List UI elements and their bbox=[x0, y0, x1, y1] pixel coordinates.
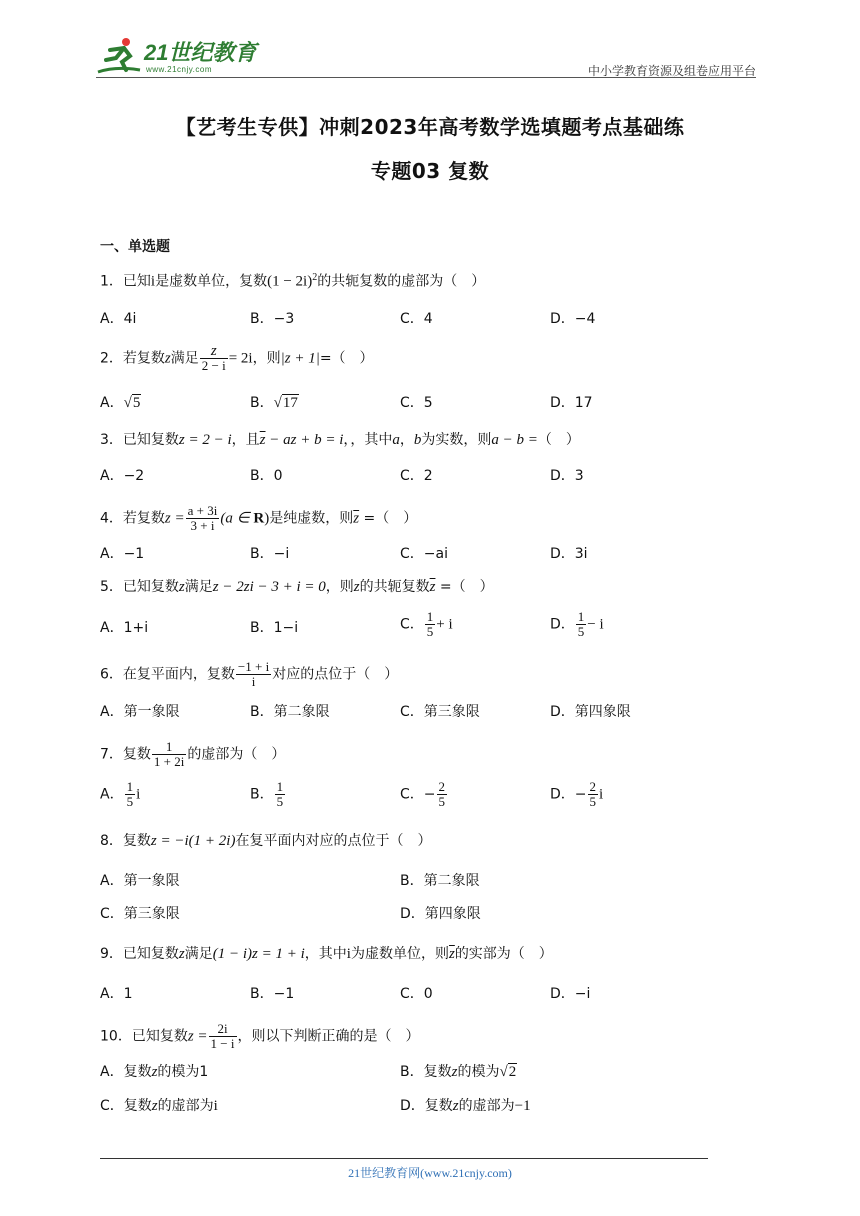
q3-option-a[interactable]: A．−2 bbox=[100, 468, 145, 484]
q5-option-a[interactable]: A．1+i bbox=[100, 620, 149, 636]
q3-option-d[interactable]: D．3 bbox=[550, 468, 584, 484]
footer-link[interactable]: 21世纪教育网(www.21cnjy.com) bbox=[348, 1166, 512, 1180]
q9-option-d[interactable]: D．−i bbox=[550, 986, 591, 1002]
q10-option-a[interactable]: A．复数z的模为1 bbox=[100, 1064, 209, 1080]
question-2: 2．若复数z满足 $\frac{z}{2 - i}$ = 2i，则|z + 1|=（ ） bbox=[100, 343, 374, 373]
question-7: 7．复数 $\frac{1}{1 + 2i}$ 的虚部为（ ） bbox=[100, 739, 286, 769]
q2-option-c[interactable]: C．5 bbox=[400, 395, 433, 411]
logo-text: 21世纪教育 bbox=[144, 40, 257, 65]
q8-option-d[interactable]: D．第四象限 bbox=[400, 906, 481, 922]
q1-option-c[interactable]: C．4 bbox=[400, 311, 433, 327]
q4-option-c[interactable]: C．−ai bbox=[400, 546, 448, 562]
q3-option-b[interactable]: B．0 bbox=[250, 468, 283, 484]
q4-option-d[interactable]: D．3i bbox=[550, 546, 588, 562]
section-heading: 一、单选题 bbox=[100, 239, 170, 255]
logo-url: www.21cnjy.com bbox=[146, 65, 212, 74]
question-8: 8．复数z = −i(1 + 2i)在复平面内对应的点位于（ ） bbox=[100, 833, 432, 849]
q6-option-a[interactable]: A．第一象限 bbox=[100, 704, 180, 720]
q5-option-d[interactable]: D． $\frac{1}{5}$ − i bbox=[550, 609, 604, 639]
q6-option-d[interactable]: D．第四象限 bbox=[550, 704, 631, 720]
q2-option-d[interactable]: D．17 bbox=[550, 395, 593, 411]
question-1: 1．已知i是虚数单位，复数$(1 - 2i)^2$的共轭复数的虚部为（ ） bbox=[100, 272, 486, 290]
fraction: $\frac{2i}{1 - i}$ bbox=[210, 1021, 235, 1051]
site-logo[interactable] bbox=[96, 34, 266, 78]
q4-option-b[interactable]: B．−i bbox=[250, 546, 290, 562]
q10-option-d[interactable]: D．复数z的虚部为−1 bbox=[400, 1098, 531, 1114]
header-divider bbox=[96, 77, 756, 78]
q7-option-a[interactable]: A． $\frac{1}{5}$ i bbox=[100, 779, 141, 809]
q7-option-b[interactable]: B． $\frac{1}{5}$ bbox=[250, 779, 284, 809]
q1-option-b[interactable]: B．−3 bbox=[250, 311, 295, 327]
question-9: 9．已知复数z满足(1 − i)z = 1 + i，其中i为虚数单位，则$\overline{z}$的实部为（ ） bbox=[100, 946, 553, 962]
q2-option-b[interactable]: B．√17 bbox=[250, 395, 298, 411]
q5-option-b[interactable]: B．1−i bbox=[250, 620, 299, 636]
question-4: 4．若复数z = $\frac{a + 3i}{3 + i}$ (a ∈ R)是纯虚数，则$\overline{z}$ =（ ） bbox=[100, 503, 418, 533]
q9-option-c[interactable]: C．0 bbox=[400, 986, 433, 1002]
q1-option-a[interactable]: A．4i bbox=[100, 311, 137, 327]
question-6: 6．在复平面内，复数 $\frac{-1 + i}{i}$ 对应的点位于（ ） bbox=[100, 659, 399, 689]
q2-option-a[interactable]: A．√5 bbox=[100, 395, 141, 411]
page-title: 【艺考生专供】冲刺2023年高考数学选填题考点基础练 bbox=[175, 115, 685, 139]
q10-option-c[interactable]: C．复数z的虚部为i bbox=[100, 1098, 218, 1114]
footer-divider bbox=[100, 1158, 708, 1159]
question-10: 10．已知复数z = $\frac{2i}{1 - i}$ ，则以下判断正确的是（ ） bbox=[100, 1021, 420, 1051]
q8-option-c[interactable]: C．第三象限 bbox=[100, 906, 180, 922]
q7-option-d[interactable]: D．− $\frac{2}{5}$ i bbox=[550, 779, 604, 809]
q8-option-b[interactable]: B．第二象限 bbox=[400, 873, 480, 889]
q6-option-c[interactable]: C．第三象限 bbox=[400, 704, 480, 720]
q9-option-b[interactable]: B．−1 bbox=[250, 986, 295, 1002]
q6-option-b[interactable]: B．第二象限 bbox=[250, 704, 330, 720]
q9-option-a[interactable]: A．1 bbox=[100, 986, 133, 1002]
fraction: $\frac{-1 + i}{i}$ bbox=[237, 659, 270, 689]
q1-option-d[interactable]: D．−4 bbox=[550, 311, 596, 327]
header-tagline: 中小学教育资源及组卷应用平台 bbox=[587, 64, 756, 78]
q3-option-c[interactable]: C．2 bbox=[400, 468, 433, 484]
question-3: 3．已知复数z = 2 − i，且$\overline{z}$ − az + b = i，，其中a，b为实数，则a − b =（ ） bbox=[100, 432, 580, 448]
runner-logo-icon bbox=[96, 36, 144, 78]
page-subtitle: 专题03 复数 bbox=[370, 159, 490, 183]
page-header bbox=[96, 30, 756, 78]
q7-option-c[interactable]: C．− $\frac{2}{5}$ bbox=[400, 779, 446, 809]
fraction: $\frac{a + 3i}{3 + i}$ bbox=[187, 503, 218, 533]
q4-option-a[interactable]: A．−1 bbox=[100, 546, 145, 562]
q5-option-c[interactable]: C． $\frac{1}{5}$ + i bbox=[400, 609, 453, 639]
q10-option-b[interactable]: B．复数z的模为√2 bbox=[400, 1064, 517, 1080]
q8-option-a[interactable]: A．第一象限 bbox=[100, 873, 180, 889]
fraction: $\frac{z}{2 - i}$ bbox=[201, 343, 226, 373]
question-5: 5．已知复数z满足z − 2zi − 3 + i = 0，则z的共轭复数$\overline{z}$ =（ ） bbox=[100, 579, 494, 595]
fraction: $\frac{1}{1 + 2i}$ bbox=[153, 739, 185, 769]
